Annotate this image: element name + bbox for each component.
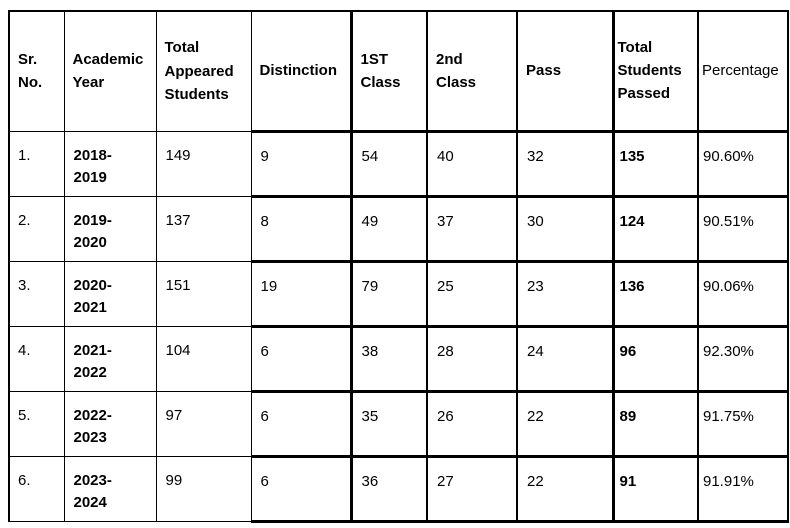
cell-total-appeared: 149 bbox=[156, 131, 251, 196]
cell-total-passed: 96 bbox=[613, 326, 698, 391]
cell-percentage: 92.30% bbox=[698, 326, 788, 391]
cell-distinction: 6 bbox=[251, 326, 351, 391]
cell-percentage: 90.60% bbox=[698, 131, 788, 196]
cell-academic-year: 2021-2022 bbox=[64, 326, 156, 391]
cell-total-passed: 135 bbox=[613, 131, 698, 196]
cell-pass: 32 bbox=[517, 131, 613, 196]
cell-academic-year: 2020-2021 bbox=[64, 261, 156, 326]
cell-distinction: 9 bbox=[251, 131, 351, 196]
cell-2nd-class: 40 bbox=[427, 131, 517, 196]
cell-total-passed: 89 bbox=[613, 391, 698, 456]
cell-1st-class: 38 bbox=[351, 326, 427, 391]
table-row bbox=[9, 261, 788, 326]
table-row bbox=[9, 131, 788, 196]
cell-2nd-class: 26 bbox=[427, 391, 517, 456]
cell-academic-year: 2019-2020 bbox=[64, 196, 156, 261]
cell-2nd-class: 27 bbox=[427, 456, 517, 521]
cell-total-appeared: 151 bbox=[156, 261, 251, 326]
cell-sr-no: 3. bbox=[9, 261, 64, 326]
cell-pass: 23 bbox=[517, 261, 613, 326]
cell-percentage: 91.75% bbox=[698, 391, 788, 456]
cell-2nd-class: 37 bbox=[427, 196, 517, 261]
cell-total-appeared: 99 bbox=[156, 456, 251, 521]
cell-1st-class: 36 bbox=[351, 456, 427, 521]
cell-distinction: 6 bbox=[251, 391, 351, 456]
cell-academic-year: 2018-2019 bbox=[64, 131, 156, 196]
cell-percentage: 91.91% bbox=[698, 456, 788, 521]
cell-percentage: 90.06% bbox=[698, 261, 788, 326]
cell-1st-class: 49 bbox=[351, 196, 427, 261]
cell-percentage: 90.51% bbox=[698, 196, 788, 261]
cell-sr-no: 4. bbox=[9, 326, 64, 391]
cell-total-passed: 91 bbox=[613, 456, 698, 521]
header-sr-no: Sr. No. bbox=[9, 11, 64, 131]
cell-1st-class: 79 bbox=[351, 261, 427, 326]
header-academic-year: Academic Year bbox=[64, 11, 156, 131]
cell-distinction: 6 bbox=[251, 456, 351, 521]
cell-total-appeared: 104 bbox=[156, 326, 251, 391]
cell-sr-no: 1. bbox=[9, 131, 64, 196]
cell-distinction: 8 bbox=[251, 196, 351, 261]
header-pass: Pass bbox=[517, 11, 613, 131]
header-distinction: Distinction bbox=[251, 11, 351, 131]
header-percentage: Percentage bbox=[698, 11, 788, 131]
header-2nd-class: 2nd Class bbox=[427, 11, 517, 131]
cell-pass: 24 bbox=[517, 326, 613, 391]
cell-total-passed: 136 bbox=[613, 261, 698, 326]
header-total-appeared: Total Appeared Students bbox=[156, 11, 251, 131]
table-row bbox=[9, 456, 788, 521]
cell-academic-year: 2022-2023 bbox=[64, 391, 156, 456]
cell-2nd-class: 25 bbox=[427, 261, 517, 326]
cell-total-passed: 124 bbox=[613, 196, 698, 261]
results-table bbox=[8, 10, 789, 523]
table-row bbox=[9, 391, 788, 456]
table-row bbox=[9, 196, 788, 261]
cell-pass: 30 bbox=[517, 196, 613, 261]
cell-academic-year: 2023-2024 bbox=[64, 456, 156, 521]
cell-2nd-class: 28 bbox=[427, 326, 517, 391]
cell-sr-no: 5. bbox=[9, 391, 64, 456]
cell-1st-class: 35 bbox=[351, 391, 427, 456]
cell-sr-no: 2. bbox=[9, 196, 64, 261]
cell-1st-class: 54 bbox=[351, 131, 427, 196]
header-1st-class: 1ST Class bbox=[351, 11, 427, 131]
cell-pass: 22 bbox=[517, 456, 613, 521]
cell-distinction: 19 bbox=[251, 261, 351, 326]
cell-total-appeared: 97 bbox=[156, 391, 251, 456]
table-header-row bbox=[9, 11, 788, 131]
header-total-passed: Total Students Passed bbox=[613, 11, 698, 131]
cell-total-appeared: 137 bbox=[156, 196, 251, 261]
table-row bbox=[9, 326, 788, 391]
cell-sr-no: 6. bbox=[9, 456, 64, 521]
cell-pass: 22 bbox=[517, 391, 613, 456]
